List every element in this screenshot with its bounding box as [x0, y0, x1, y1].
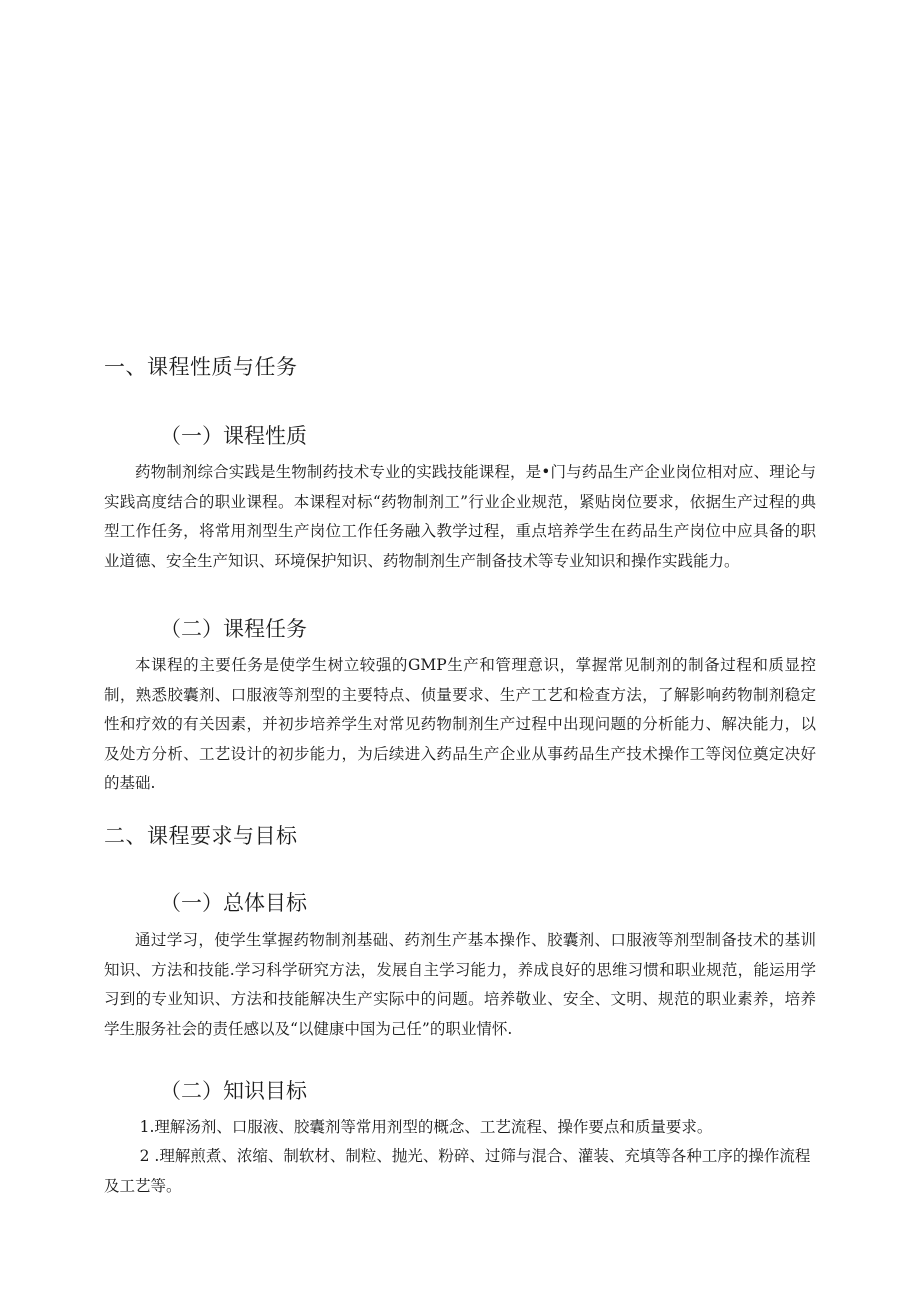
list-item: 2 .理解煎煮、浓缩、制软材、制粒、抛光、粉碎、过筛与混合、灌装、充填等各种工序的操作流程及工艺等。 [104, 1147, 811, 1195]
paragraph-course-tasks: 本课程的主要任务是使学生树立较强的GMP生产和管理意识，掌握常见制剂的制备过程和质显控制，熟悉胶囊剂、口服液等剂型的主要特点、侦量要求、生产工艺和检查方法，了解影响药物制剂稳定性和疗效的有关因素，并初步培养学生对常见药物制剂生产过程中出现问题的分析能力、解决能力，以及处方分析、工艺设计的初步能力，为后续进入药品生产企业从事药品生产技术操作工等闵位奠定决好的基础. [104, 656, 816, 792]
subheading-overall-goals: （一）总体目标 [160, 891, 307, 915]
subheading-course-tasks: （二）课程任务 [160, 617, 307, 641]
paragraph-course-nature: 药物制剂综合实践是生物制药技术专业的实践技能课程，是•门与药品生产企业岗位相对应、理论与实践高度结合的职业课程。本课程对标“药物制剂工”行业企业规范，紧贴岗位要求，依据生产过程的典型工作任务，将常用剂型生产岗位工作任务融入教学过程，重点培养学生在药品生产岗位中应具备的职业道德、安全生产知识、环境保护知识、药物制剂生产制备技术等专业知识和操作实践能力。 [104, 463, 816, 570]
section-heading-requirements-and-goals: 二、课程要求与目标 [104, 824, 298, 848]
list-item: 1.理解汤剂、口服液、胶囊剂等常用剂型的概念、工艺流程、操作要点和质量要求。 [139, 1118, 713, 1136]
subheading-knowledge-goals: （二）知识目标 [160, 1079, 307, 1103]
section-heading-course-nature-and-tasks: 一、课程性质与任务 [104, 355, 298, 379]
subheading-course-nature: （一）课程性质 [160, 424, 307, 448]
paragraph-overall-goals: 通过学习，使学生掌握药物制剂基础、药剂生产基本操作、胶囊剂、口服液等剂型制备技术的基训知识、方法和技能.学习科学研究方法，发展自主学习能力，养成良好的思维习惯和职业规范，能运用学习到的专业知识、方法和技能解决生产实际中的问题。培养敬业、安全、文明、规范的职业素养，培养学生服务社会的责任感以及“以健康中国为己任”的职业情怀. [104, 931, 816, 1038]
